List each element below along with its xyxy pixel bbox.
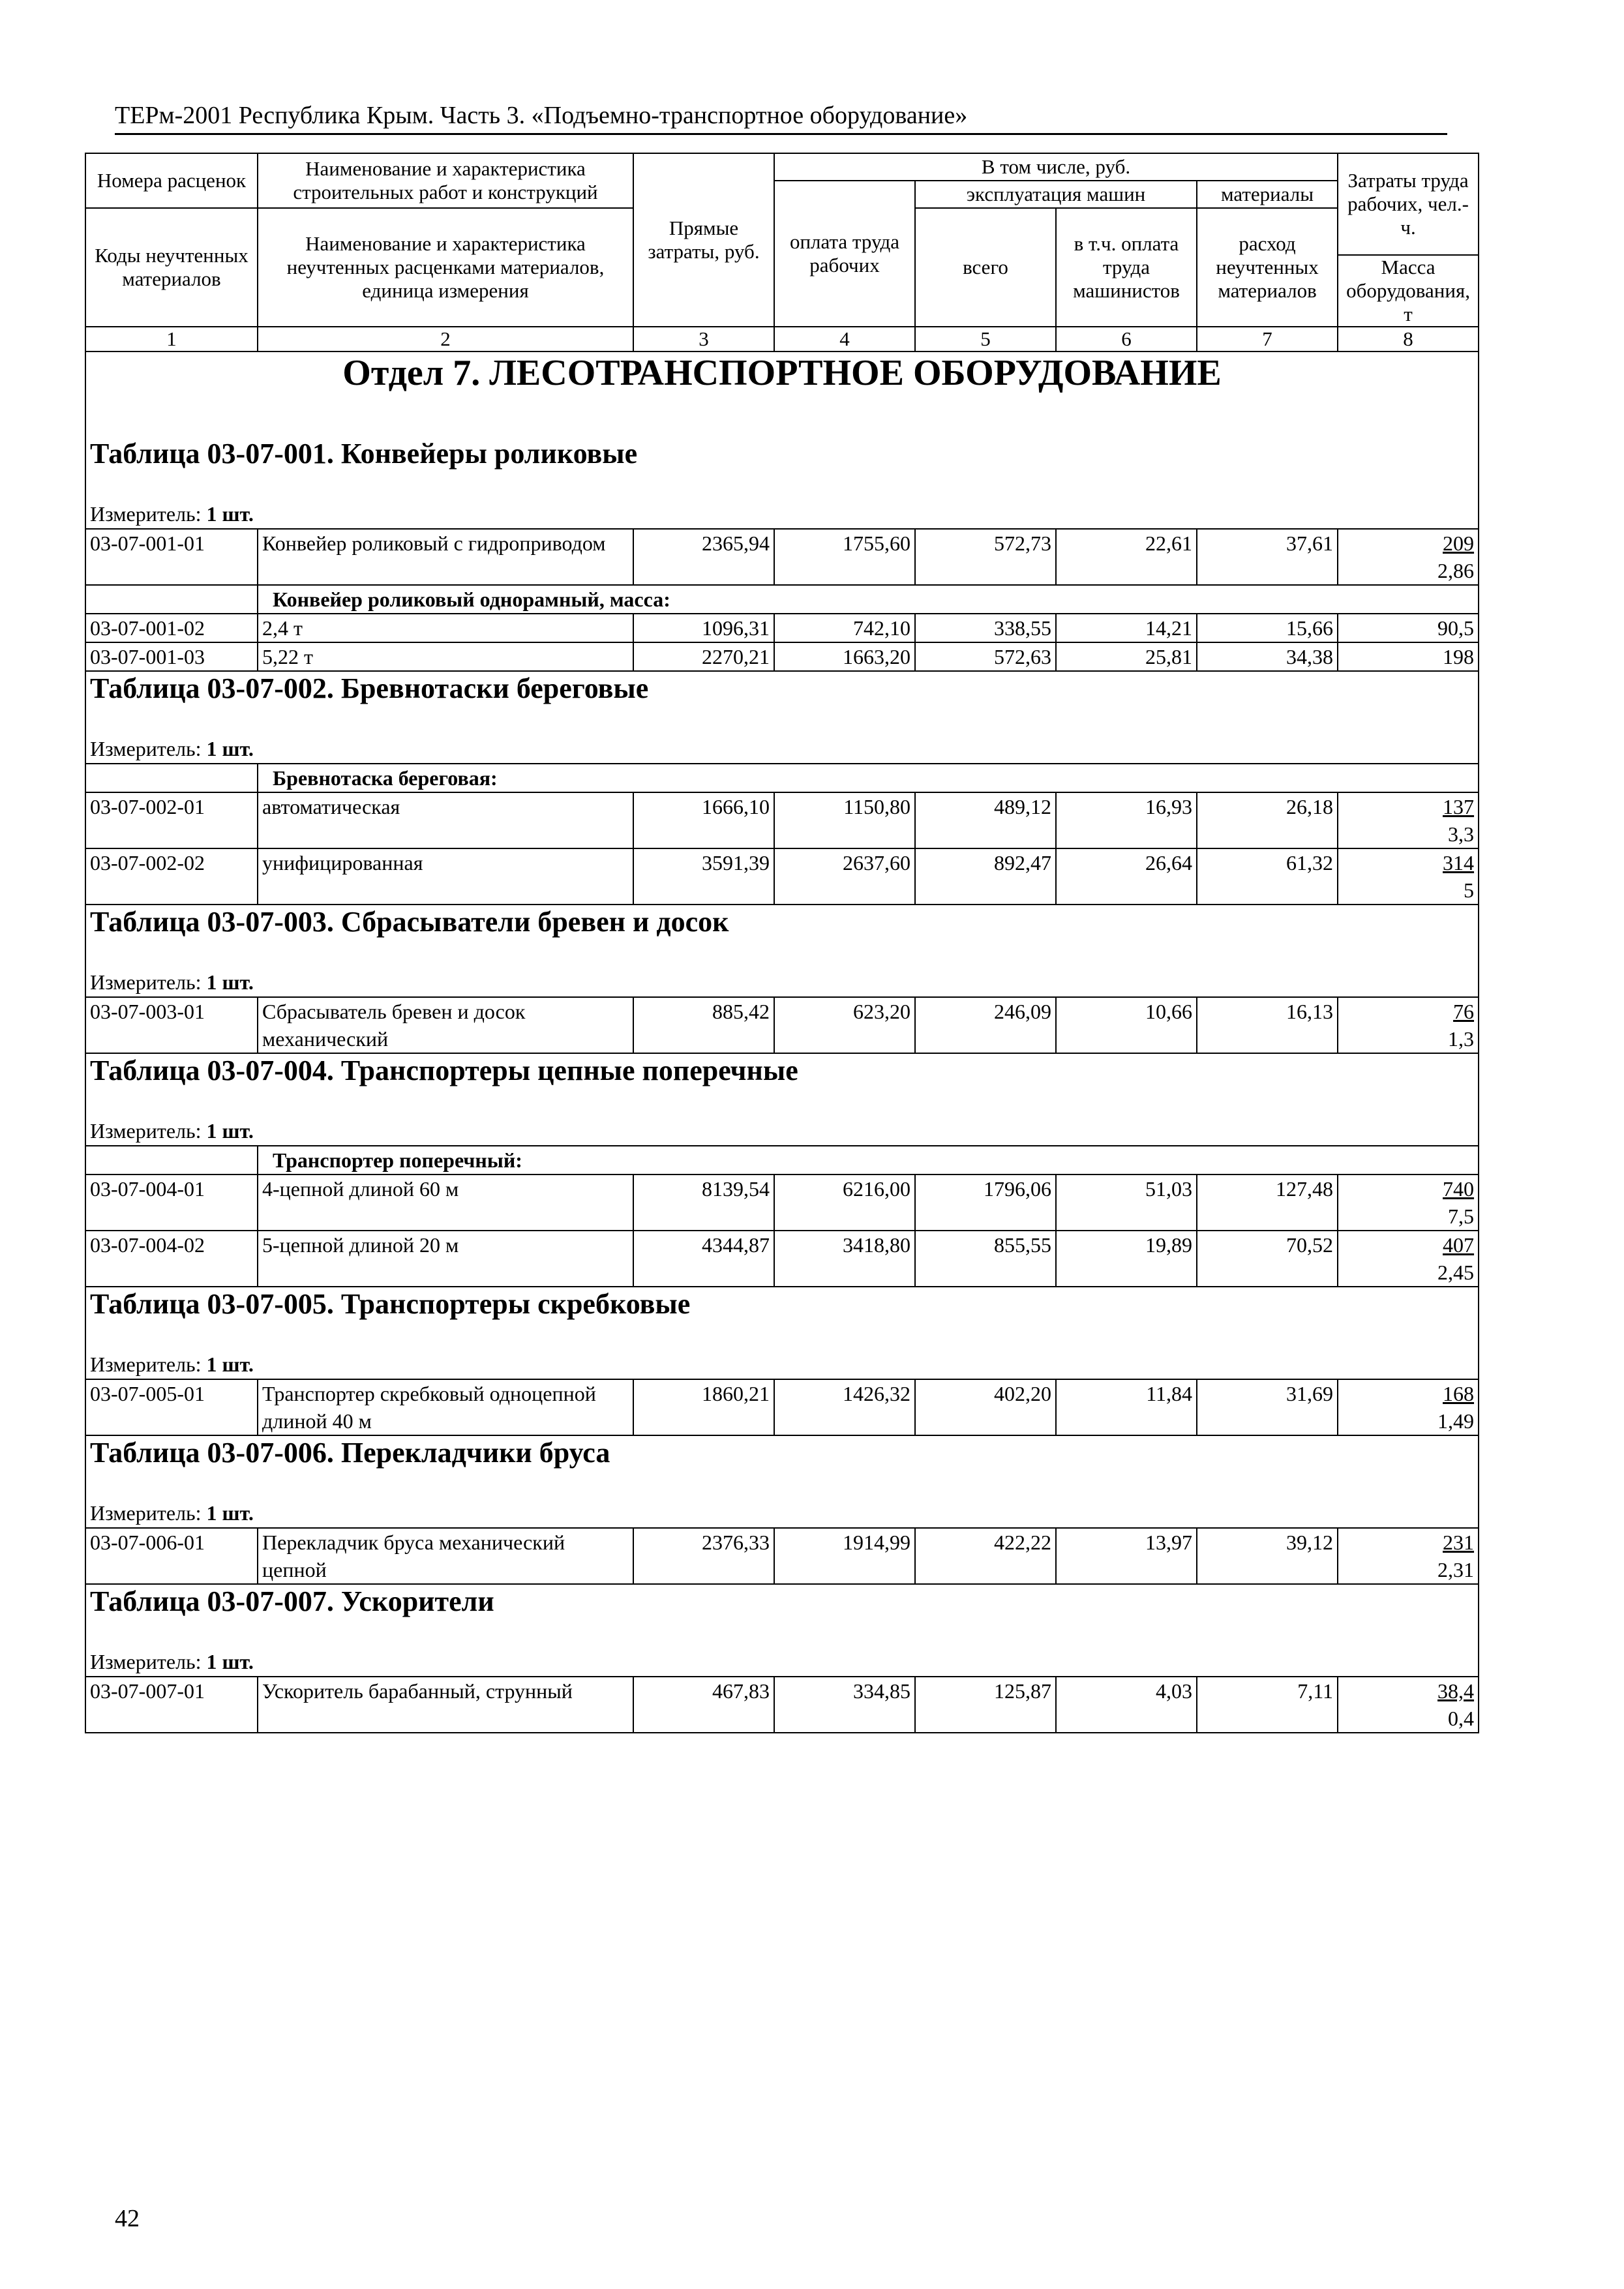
rate-name: Ускоритель барабанный, струнный bbox=[258, 1677, 633, 1733]
table-row bbox=[85, 642, 1479, 671]
unit-value: 1 шт. bbox=[206, 970, 254, 994]
materials-cost: 34,38 bbox=[1197, 642, 1338, 671]
worker-pay: 742,10 bbox=[774, 614, 915, 642]
machines-total: 338,55 bbox=[915, 614, 1056, 642]
page-header: ТЕРм-2001 Республика Крым. Часть 3. «Подъемно-транспортное оборудование» bbox=[115, 98, 1447, 135]
driver-pay: 19,89 bbox=[1056, 1231, 1197, 1287]
group-code-cell bbox=[85, 1146, 258, 1174]
equipment-mass: 5 bbox=[1464, 878, 1475, 902]
unit-cell bbox=[85, 734, 1479, 764]
machines-total: 892,47 bbox=[915, 848, 1056, 905]
direct-costs: 1860,21 bbox=[633, 1379, 774, 1435]
labor-mass-cell bbox=[1338, 792, 1479, 848]
unit-row bbox=[85, 500, 1479, 529]
worker-pay: 1755,60 bbox=[774, 529, 915, 585]
rate-name: Сбрасыватель бревен и досок механический bbox=[258, 997, 633, 1053]
table-body bbox=[85, 352, 1479, 1733]
machines-total: 855,55 bbox=[915, 1231, 1056, 1287]
table-row bbox=[85, 1174, 1479, 1231]
table-row bbox=[85, 848, 1479, 905]
group-row bbox=[85, 764, 1479, 792]
labor-mass-cell bbox=[1338, 614, 1479, 642]
equipment-mass: 2,86 bbox=[1437, 559, 1475, 582]
rate-code: 03-07-006-01 bbox=[85, 1528, 258, 1584]
materials-cost: 61,32 bbox=[1197, 848, 1338, 905]
rate-code: 03-07-004-02 bbox=[85, 1231, 258, 1287]
table-title: Таблица 03-07-007. Ускорители bbox=[85, 1584, 1479, 1647]
col-equipment-mass: Масса оборудования, т bbox=[1338, 255, 1479, 327]
driver-pay: 14,21 bbox=[1056, 614, 1197, 642]
unit-value: 1 шт. bbox=[206, 1353, 254, 1376]
rate-code: 03-07-002-01 bbox=[85, 792, 258, 848]
materials-cost: 16,13 bbox=[1197, 997, 1338, 1053]
labor-hours: 198 bbox=[1443, 645, 1475, 668]
worker-pay: 334,85 bbox=[774, 1677, 915, 1733]
labor-hours: 407 bbox=[1443, 1233, 1475, 1257]
unit-cell bbox=[85, 1350, 1479, 1379]
labor-mass-cell bbox=[1338, 1528, 1479, 1584]
unit-cell bbox=[85, 1647, 1479, 1677]
col-machines-total: всего bbox=[915, 208, 1056, 327]
machines-total: 489,12 bbox=[915, 792, 1056, 848]
labor-mass-cell bbox=[1338, 1174, 1479, 1231]
machines-total: 246,09 bbox=[915, 997, 1056, 1053]
unit-label: Измеритель: bbox=[90, 1650, 202, 1673]
unit-label: Измеритель: bbox=[90, 737, 202, 760]
rate-name: Перекладчик бруса механический цепной bbox=[258, 1528, 633, 1584]
unit-row bbox=[85, 1647, 1479, 1677]
table-row bbox=[85, 1379, 1479, 1435]
col-labor-hours: Затраты труда рабочих, чел.-ч. bbox=[1338, 153, 1479, 255]
group-row bbox=[85, 1146, 1479, 1174]
unit-value: 1 шт. bbox=[206, 1501, 254, 1525]
unit-row bbox=[85, 968, 1479, 997]
driver-pay: 11,84 bbox=[1056, 1379, 1197, 1435]
labor-mass-cell bbox=[1338, 529, 1479, 585]
materials-cost: 26,18 bbox=[1197, 792, 1338, 848]
direct-costs: 1096,31 bbox=[633, 614, 774, 642]
labor-mass-cell bbox=[1338, 642, 1479, 671]
labor-mass-cell bbox=[1338, 848, 1479, 905]
table-title-row bbox=[85, 437, 1479, 500]
worker-pay: 623,20 bbox=[774, 997, 915, 1053]
worker-pay: 1914,99 bbox=[774, 1528, 915, 1584]
worker-pay: 2637,60 bbox=[774, 848, 915, 905]
labor-mass-cell bbox=[1338, 1677, 1479, 1733]
col-worker-pay: оплата труда рабочих bbox=[774, 181, 915, 327]
table-header bbox=[85, 153, 1479, 352]
driver-pay: 4,03 bbox=[1056, 1677, 1197, 1733]
equipment-mass: 1,49 bbox=[1437, 1409, 1475, 1433]
col-driver-pay: в т.ч. оплата труда машинистов bbox=[1056, 208, 1197, 327]
direct-costs: 3591,39 bbox=[633, 848, 774, 905]
rates-table bbox=[85, 153, 1479, 1733]
driver-pay: 10,66 bbox=[1056, 997, 1197, 1053]
group-label: Конвейер роликовый однорамный, масса: bbox=[258, 585, 1479, 614]
materials-cost: 70,52 bbox=[1197, 1231, 1338, 1287]
machines-total: 125,87 bbox=[915, 1677, 1056, 1733]
unit-value: 1 шт. bbox=[206, 1119, 254, 1143]
col-number: 2 bbox=[258, 327, 633, 352]
worker-pay: 1426,32 bbox=[774, 1379, 915, 1435]
group-label: Транспортер поперечный: bbox=[258, 1146, 1479, 1174]
driver-pay: 25,81 bbox=[1056, 642, 1197, 671]
labor-hours: 231 bbox=[1443, 1531, 1475, 1554]
col-material-usage: расход неучтенных материалов bbox=[1197, 208, 1338, 327]
unit-label: Измеритель: bbox=[90, 970, 202, 994]
group-label: Бревнотаска береговая: bbox=[258, 764, 1479, 792]
col-material-codes: Коды неучтенных материалов bbox=[85, 208, 258, 327]
rate-name: 2,4 т bbox=[258, 614, 633, 642]
group-code-cell bbox=[85, 585, 258, 614]
materials-cost: 7,11 bbox=[1197, 1677, 1338, 1733]
direct-costs: 467,83 bbox=[633, 1677, 774, 1733]
col-number: 3 bbox=[633, 327, 774, 352]
table-title-row bbox=[85, 671, 1479, 734]
materials-cost: 39,12 bbox=[1197, 1528, 1338, 1584]
direct-costs: 1666,10 bbox=[633, 792, 774, 848]
rate-name: Конвейер роликовый с гидроприводом bbox=[258, 529, 633, 585]
page-number: 42 bbox=[115, 2205, 140, 2232]
col-material-name: Наименование и характеристика неучтенных расценками материалов, единица измерения bbox=[258, 208, 633, 327]
table-title-row bbox=[85, 905, 1479, 968]
table-title-row bbox=[85, 1435, 1479, 1499]
labor-hours: 168 bbox=[1443, 1382, 1475, 1405]
labor-hours: 137 bbox=[1443, 795, 1475, 818]
unit-label: Измеритель: bbox=[90, 1119, 202, 1143]
col-group-including: В том числе, руб. bbox=[774, 153, 1338, 181]
worker-pay: 6216,00 bbox=[774, 1174, 915, 1231]
unit-cell bbox=[85, 1116, 1479, 1146]
group-code-cell bbox=[85, 764, 258, 792]
driver-pay: 26,64 bbox=[1056, 848, 1197, 905]
unit-cell bbox=[85, 1499, 1479, 1528]
direct-costs: 4344,87 bbox=[633, 1231, 774, 1287]
rate-code: 03-07-001-02 bbox=[85, 614, 258, 642]
table-title: Таблица 03-07-001. Конвейеры роликовые bbox=[85, 437, 1479, 500]
labor-hours: 76 bbox=[1453, 1000, 1475, 1023]
col-number: 7 bbox=[1197, 327, 1338, 352]
rate-name: Транспортер скребковый одноцепной длиной 40 м bbox=[258, 1379, 633, 1435]
machines-total: 572,63 bbox=[915, 642, 1056, 671]
labor-hours: 740 bbox=[1443, 1177, 1475, 1201]
unit-label: Измеритель: bbox=[90, 502, 202, 526]
rate-code: 03-07-003-01 bbox=[85, 997, 258, 1053]
unit-label: Измеритель: bbox=[90, 1501, 202, 1525]
table-row bbox=[85, 997, 1479, 1053]
equipment-mass: 3,3 bbox=[1448, 822, 1475, 846]
rate-name: автоматическая bbox=[258, 792, 633, 848]
equipment-mass: 2,45 bbox=[1437, 1261, 1475, 1284]
materials-cost: 15,66 bbox=[1197, 614, 1338, 642]
machines-total: 402,20 bbox=[915, 1379, 1056, 1435]
unit-value: 1 шт. bbox=[206, 502, 254, 526]
rate-code: 03-07-001-03 bbox=[85, 642, 258, 671]
rate-name: унифицированная bbox=[258, 848, 633, 905]
col-direct-costs: Прямые затраты, руб. bbox=[633, 153, 774, 327]
unit-cell bbox=[85, 500, 1479, 529]
materials-cost: 127,48 bbox=[1197, 1174, 1338, 1231]
equipment-mass: 1,3 bbox=[1448, 1027, 1475, 1051]
unit-value: 1 шт. bbox=[206, 737, 254, 760]
table-title: Таблица 03-07-005. Транспортеры скребковые bbox=[85, 1287, 1479, 1350]
labor-hours: 209 bbox=[1443, 531, 1475, 555]
rate-code: 03-07-004-01 bbox=[85, 1174, 258, 1231]
col-number: 4 bbox=[774, 327, 915, 352]
table-row bbox=[85, 529, 1479, 585]
labor-hours: 38,4 bbox=[1437, 1679, 1475, 1703]
unit-value: 1 шт. bbox=[206, 1650, 254, 1673]
col-number: 8 bbox=[1338, 327, 1479, 352]
labor-mass-cell bbox=[1338, 997, 1479, 1053]
unit-label: Измеритель: bbox=[90, 1353, 202, 1376]
col-group-machines: эксплуатация машин bbox=[915, 181, 1197, 208]
table-title: Таблица 03-07-002. Бревнотаски береговые bbox=[85, 671, 1479, 734]
labor-hours: 314 bbox=[1443, 851, 1475, 875]
table-title-row bbox=[85, 1287, 1479, 1350]
equipment-mass: 0,4 bbox=[1448, 1707, 1475, 1730]
col-rate-numbers: Номера расценок bbox=[85, 153, 258, 208]
labor-mass-cell bbox=[1338, 1231, 1479, 1287]
table-title-row bbox=[85, 1053, 1479, 1116]
rate-code: 03-07-002-02 bbox=[85, 848, 258, 905]
labor-hours: 90,5 bbox=[1437, 616, 1475, 640]
materials-cost: 31,69 bbox=[1197, 1379, 1338, 1435]
table-title-row bbox=[85, 1584, 1479, 1647]
driver-pay: 13,97 bbox=[1056, 1528, 1197, 1584]
section-title: Отдел 7. ЛЕСОТРАНСПОРТНОЕ ОБОРУДОВАНИЕ bbox=[85, 352, 1479, 437]
col-group-materials: материалы bbox=[1197, 181, 1338, 208]
worker-pay: 1663,20 bbox=[774, 642, 915, 671]
rate-code: 03-07-007-01 bbox=[85, 1677, 258, 1733]
col-work-name: Наименование и характеристика строительных работ и конструкций bbox=[258, 153, 633, 208]
equipment-mass: 7,5 bbox=[1448, 1204, 1475, 1228]
col-number: 1 bbox=[85, 327, 258, 352]
direct-costs: 2365,94 bbox=[633, 529, 774, 585]
machines-total: 1796,06 bbox=[915, 1174, 1056, 1231]
section-row bbox=[85, 352, 1479, 437]
direct-costs: 8139,54 bbox=[633, 1174, 774, 1231]
table-row bbox=[85, 1677, 1479, 1733]
equipment-mass: 2,31 bbox=[1437, 1558, 1475, 1581]
table-row bbox=[85, 792, 1479, 848]
worker-pay: 1150,80 bbox=[774, 792, 915, 848]
worker-pay: 3418,80 bbox=[774, 1231, 915, 1287]
rate-code: 03-07-005-01 bbox=[85, 1379, 258, 1435]
direct-costs: 2270,21 bbox=[633, 642, 774, 671]
driver-pay: 16,93 bbox=[1056, 792, 1197, 848]
unit-row bbox=[85, 734, 1479, 764]
table-title: Таблица 03-07-006. Перекладчики бруса bbox=[85, 1435, 1479, 1499]
column-number-row bbox=[85, 327, 1479, 352]
labor-mass-cell bbox=[1338, 1379, 1479, 1435]
machines-total: 572,73 bbox=[915, 529, 1056, 585]
col-number: 6 bbox=[1056, 327, 1197, 352]
direct-costs: 885,42 bbox=[633, 997, 774, 1053]
rate-name: 5-цепной длиной 20 м bbox=[258, 1231, 633, 1287]
unit-cell bbox=[85, 968, 1479, 997]
materials-cost: 37,61 bbox=[1197, 529, 1338, 585]
table-title: Таблица 03-07-004. Транспортеры цепные поперечные bbox=[85, 1053, 1479, 1116]
rate-name: 5,22 т bbox=[258, 642, 633, 671]
table-row bbox=[85, 614, 1479, 642]
table-row bbox=[85, 1231, 1479, 1287]
machines-total: 422,22 bbox=[915, 1528, 1056, 1584]
driver-pay: 51,03 bbox=[1056, 1174, 1197, 1231]
table-row bbox=[85, 1528, 1479, 1584]
rate-name: 4-цепной длиной 60 м bbox=[258, 1174, 633, 1231]
table-title: Таблица 03-07-003. Сбрасыватели бревен и досок bbox=[85, 905, 1479, 968]
group-row bbox=[85, 585, 1479, 614]
driver-pay: 22,61 bbox=[1056, 529, 1197, 585]
unit-row bbox=[85, 1499, 1479, 1528]
direct-costs: 2376,33 bbox=[633, 1528, 774, 1584]
col-number: 5 bbox=[915, 327, 1056, 352]
unit-row bbox=[85, 1116, 1479, 1146]
unit-row bbox=[85, 1350, 1479, 1379]
rate-code: 03-07-001-01 bbox=[85, 529, 258, 585]
